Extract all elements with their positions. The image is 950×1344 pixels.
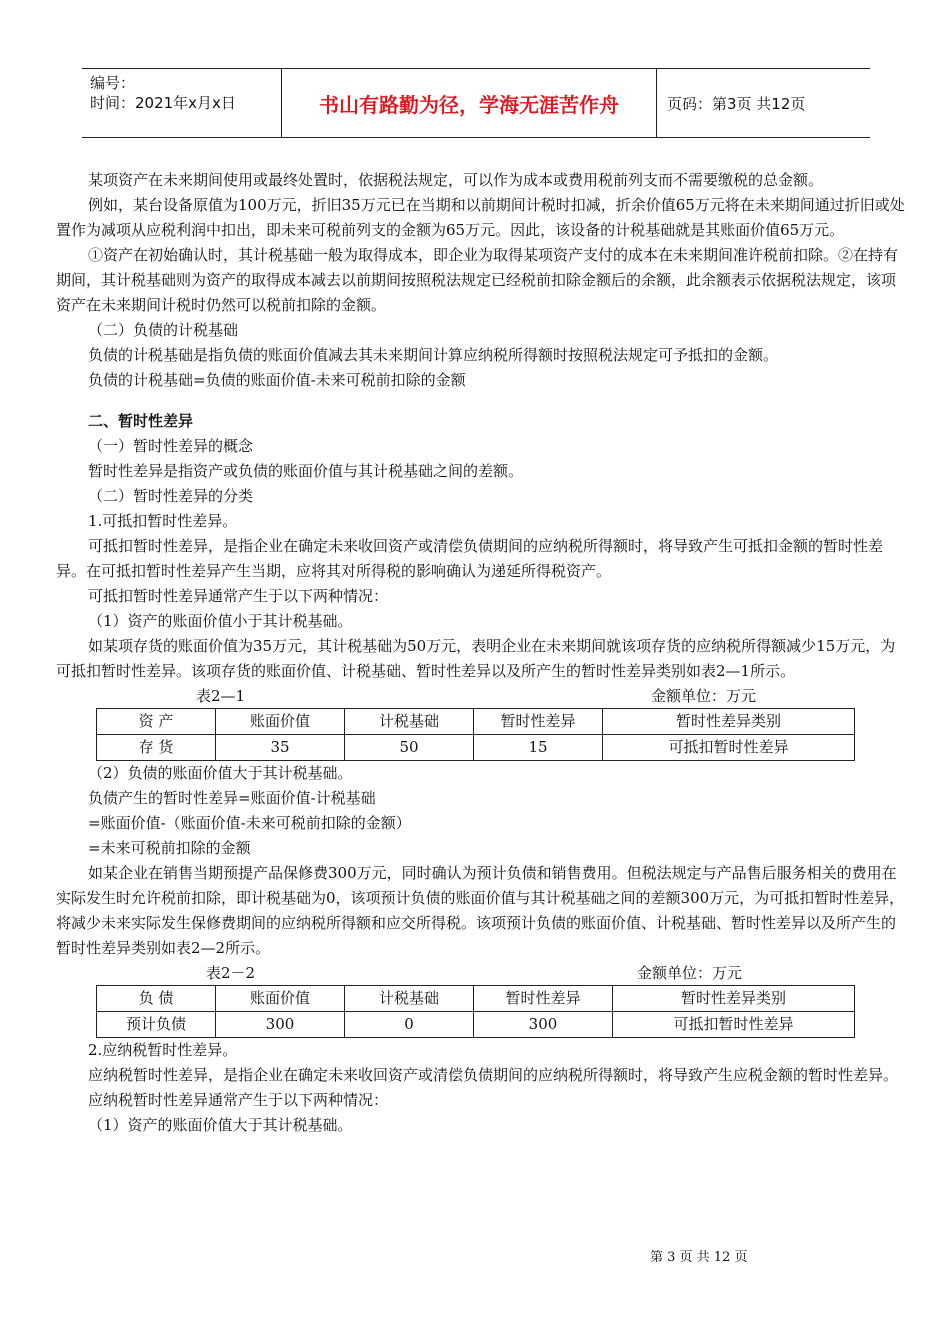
paragraph: 应纳税暂时性差异通常产生于以下两种情况：: [88, 1091, 389, 1109]
table-cell: 300: [216, 1012, 345, 1038]
table-cell: 可抵扣暂时性差异: [603, 735, 855, 761]
paragraph: 如某企业在销售当期预提产品保修费300万元，同时确认为预计负债和销售费用。但税法规定与产品售后服务相关的费用在实际发生时允许税前扣除，即计税基础为0，该项预计负债的账面价值与其计税基础之间的差额300万元，为可抵扣暂时性差异，将减少未来实际发生保修费期间的应纳税所得额和应交所得税。该项预计负债的账面价值、计税基础、暂时性差异以及所产生的暂时性差异类别如表2—2所示。: [56, 864, 905, 957]
paragraph: 1.可抵扣暂时性差异。: [88, 512, 238, 530]
table2-caption: 表2－2: [206, 964, 256, 982]
paragraph: 某项资产在未来期间使用或最终处置时，依据税法规定，可以作为成本或费用税前列支而不需要缴税的总金额。: [88, 171, 824, 189]
table-header-cell: 暂时性差异类别: [613, 986, 855, 1012]
document-time: 时间：2021年x月x日: [90, 94, 236, 112]
formula: =未来可税前扣除的金额: [88, 839, 251, 857]
subheading: （二）暂时性差异的分类: [88, 487, 254, 505]
table-header-cell: 计税基础: [345, 709, 474, 735]
table-row: [97, 1012, 855, 1038]
table2: [96, 985, 855, 1038]
paragraph: 如某项存货的账面价值为35万元，其计税基础为50万元，表明企业在未来期间就该项存货的应纳税所得额减少15万元，为可抵扣暂时性差异。该项存货的账面价值、计税基础、暂时性差异以及所产生的暂时性差异类别如表2—1所示。: [56, 637, 896, 680]
paragraph: 例如，某台设备原值为100万元，折旧35万元已在当期和以前期间计税时扣减，折余价值65万元将在未来期间通过折旧或处置作为减项从应税利润中扣出，即未来可税前列支的金额为65万元。因此，该设备的计税基础就是其账面价值65万元。: [56, 196, 905, 239]
formula: 负债的计税基础=负债的账面价值-未来可税前扣除的金额: [88, 371, 466, 389]
header-page-number: 页码：第3页 共12页: [667, 94, 806, 113]
paragraph: 应纳税暂时性差异，是指企业在确定未来收回资产或清偿负债期间的应纳税所得额时，将导致产生应税金额的暂时性差异。: [88, 1066, 899, 1084]
table2-unit: 金额单位：万元: [636, 964, 742, 982]
table-cell: 300: [474, 1012, 613, 1038]
paragraph: 暂时性差异是指资产或负债的账面价值与其计税基础之间的差额。: [88, 462, 524, 480]
document-body: [56, 168, 906, 1138]
table1: [96, 708, 855, 761]
paragraph: 负债的计税基础是指负债的账面价值减去其未来期间计算应纳税所得额时按照税法规定可予抵扣的金额。: [88, 346, 779, 364]
header-meta: [82, 69, 282, 137]
table-header-cell: 暂时性差异类别: [603, 709, 855, 735]
table-cell: 35: [216, 735, 345, 761]
table-header-cell: 负 债: [97, 986, 216, 1012]
table-cell: 15: [474, 735, 603, 761]
formula: 负债产生的暂时性差异=账面价值-计税基础: [88, 789, 376, 807]
table-header-cell: 暂时性差异: [474, 709, 603, 735]
subheading: （一）暂时性差异的概念: [88, 437, 254, 455]
subheading: （二）负债的计税基础: [88, 321, 239, 339]
table-header-cell: 账面价值: [216, 709, 345, 735]
page-footer: 第 3 页 共 12 页: [650, 1250, 748, 1265]
paragraph: （1）资产的账面价值小于其计税基础。: [88, 612, 353, 630]
paragraph: 可抵扣暂时性差异，是指企业在确定未来收回资产或清偿负债期间的应纳税所得额时，将导致产生可抵扣金额的暂时性差异。在可抵扣暂时性差异产生当期，应将其对所得税的影响确认为递延所得税资产。: [56, 537, 884, 580]
table-cell: 可抵扣暂时性差异: [613, 1012, 855, 1038]
table1-caption-row: [196, 684, 756, 708]
formula: =账面价值-（账面价值-未来可税前扣除的金额）: [88, 814, 411, 832]
table1-caption: 表2—1: [196, 687, 246, 705]
table-header-cell: 计税基础: [345, 986, 474, 1012]
table-header-cell: 暂时性差异: [474, 986, 613, 1012]
document-number: 编号：: [90, 74, 136, 92]
table-header-cell: 资 产: [97, 709, 216, 735]
table-header-row: [97, 986, 855, 1012]
section-heading: 二、暂时性差异: [88, 412, 194, 430]
paragraph: 2.应纳税暂时性差异。: [88, 1041, 238, 1059]
paragraph: （2）负债的账面价值大于其计税基础。: [88, 764, 353, 782]
table1-unit: 金额单位：万元: [650, 687, 756, 705]
paragraph: 可抵扣暂时性差异通常产生于以下两种情况：: [88, 587, 389, 605]
table-cell: 预计负债: [97, 1012, 216, 1038]
paragraph: （1）资产的账面价值大于其计税基础。: [88, 1116, 353, 1134]
table2-caption-row: [206, 961, 742, 985]
paragraph: ①资产在初始确认时，其计税基础一般为取得成本，即企业为取得某项资产支付的成本在未来期间准许税前扣除。②在持有期间，其计税基础则为资产的取得成本减去以前期间按照税法规定已经税前扣除金额后的余额，此余额表示依据税法规定，该项资产在未来期间计税时仍然可以税前扣除的金额。: [56, 246, 899, 314]
header-motto: 书山有路勤为径，学海无涯苦作舟: [282, 69, 657, 137]
page-header: [82, 68, 870, 138]
table-cell: 存 货: [97, 735, 216, 761]
table-cell: 0: [345, 1012, 474, 1038]
table-row: [97, 735, 855, 761]
table-header-row: [97, 709, 855, 735]
table-header-cell: 账面价值: [216, 986, 345, 1012]
table-cell: 50: [345, 735, 474, 761]
